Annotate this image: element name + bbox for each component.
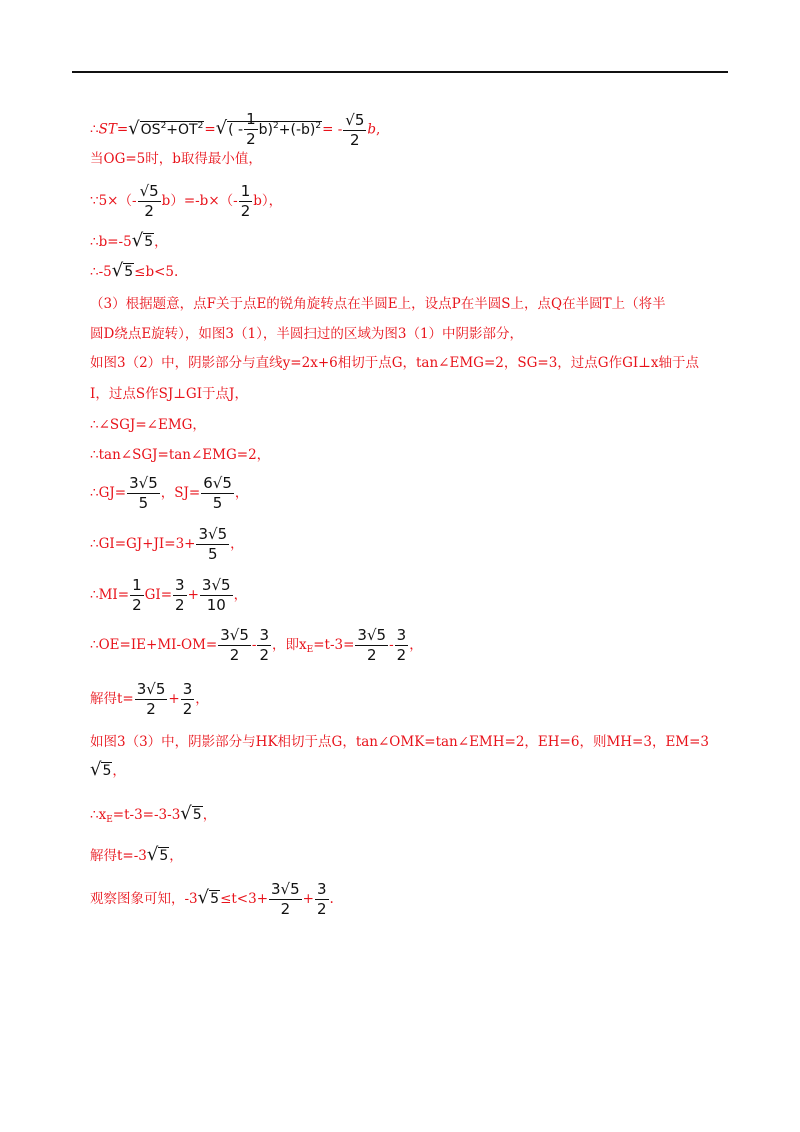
denominator: 2 [396,646,407,664]
solution-line: ∴∠SGJ=∠EMG， [90,417,206,433]
fraction [135,682,168,717]
solution-line [90,578,247,613]
text: ， [409,637,423,653]
denominator: 2 [350,130,360,149]
exp: 2 [273,120,279,131]
fraction [130,578,144,613]
numerator: 3 [259,626,270,644]
solution-line [90,846,183,865]
radicand: 5 [192,807,202,823]
solution-line [90,184,282,219]
solution-line: 如图3（3）中，阴影部分与HK相切于点G，tan∠OMK=tan∠EMH=2，EH=6，则MH=3，EM=3 [90,734,710,750]
fraction [218,628,251,663]
denominator: 2 [144,202,154,220]
equals-minus: = - [322,121,343,138]
solution-line [90,232,168,251]
text: ， [233,587,248,603]
numerator: 1 [240,182,251,200]
text: ≤b<5. [134,264,179,280]
numerator: 3 [175,576,185,594]
numerator: 3√5 [220,626,249,644]
denominator: 5 [212,494,223,512]
numerator: 3 [316,880,327,898]
subscript: E [306,645,314,655]
text: b）=-b×（- [161,193,238,209]
solution-line: ∴tan∠SGJ=tan∠EMG=2， [90,447,271,463]
denominator: 2 [240,202,251,220]
fraction [315,882,329,917]
denominator: 2 [229,646,240,664]
text: ， [154,234,168,250]
fraction [395,628,409,663]
solution-line [90,527,244,562]
text: b）， [253,193,283,209]
denominator: 2 [366,646,377,664]
var-os: OS [140,121,161,138]
denominator: 5 [208,545,218,563]
solution-line [90,262,178,281]
fraction [355,628,388,663]
solution-line [90,761,126,780]
var-b: b [258,121,268,138]
solution-line [90,628,423,663]
exp: 2 [315,120,322,131]
numerator: 1 [132,576,142,594]
numerator: 1 [246,110,256,128]
radical-b: √( - $\frac{1}{2}$ $b)^2+(-b)^2$ [215,110,322,148]
text: 解得t=-3 [90,848,147,864]
text: =t-3= [313,637,355,653]
neg-b: (-b) [290,121,316,138]
equals: = [204,121,216,138]
text: ∴MI= [90,587,130,603]
numerator: 3√5 [129,474,158,492]
text: . [329,891,334,907]
solution-line-st [90,112,380,148]
fraction [173,578,187,613]
radical: √5 [180,803,202,824]
denominator: 2 [316,900,327,918]
text: ∴GI=GJ+JI=3+ [90,536,196,552]
numerator: 3√5 [136,680,166,698]
text: ∴-5 [90,264,112,280]
numerator: √5 [345,110,365,129]
text: ∴GJ= [90,485,127,501]
solution-line: （3）根据题意，点F关于点E的锐角旋转点在半圆E上，设点P在半圆S上，点Q在半圆T上（将半 [90,296,666,312]
fraction [200,578,233,613]
text: GI= [144,587,173,603]
header-rule [72,71,728,73]
text: ， [195,691,209,707]
equals: = [116,121,129,138]
fraction [138,184,161,219]
numerator: 3 [396,626,407,644]
fraction [181,682,195,717]
plus: + [302,891,314,907]
fraction [239,184,253,219]
numerator: 3√5 [357,626,387,644]
fraction-root5-over-2 [343,110,366,149]
denominator: 2 [280,900,291,918]
exp: 2 [160,120,167,131]
radical: √5 [111,260,134,281]
denominator: 2 [175,596,185,614]
radicand: 5 [102,763,112,779]
radicand: 5 [210,891,220,907]
text: 解得t= [90,691,134,707]
text: ， [234,485,249,501]
fraction [257,628,271,663]
minus: - [251,637,257,653]
fraction [201,476,234,511]
numerator: 6√5 [203,474,232,492]
exp: 2 [197,120,204,131]
radicand: 5 [159,848,169,864]
numerator: 3 [182,680,193,698]
radical: √5 [131,230,154,251]
plus: + [187,587,199,603]
numerator: 3√5 [271,880,300,898]
solution-line [90,476,248,511]
text: ∴OE=IE+MI-OM= [90,637,218,653]
fraction [127,476,160,511]
radical: √5 [90,759,112,780]
denominator: 5 [138,494,149,512]
radicand: 5 [124,264,134,280]
numerator: 3√5 [201,576,231,594]
solution-line [90,682,209,717]
fraction [269,882,302,917]
solution-line: 圆D绕点E旋转），如图3（1），半圆扫过的区域为图3（1）中阴影部分， [90,326,524,342]
solution-line [90,805,216,829]
radical: √5 [197,887,220,908]
text: ，SJ= [160,485,201,501]
minus: - [389,637,394,653]
comma: , [376,121,381,138]
therefore-symbol: ∴ [90,121,99,138]
numerator: √5 [139,182,159,200]
text: =t-3=-3-3 [112,807,181,823]
denominator: 2 [246,130,256,148]
text: ， [112,763,126,779]
var-ot: OT [178,121,198,138]
text: ， [202,807,217,823]
fraction-half [244,112,258,147]
text: ， [169,848,183,864]
denominator: 2 [132,596,142,614]
text: ， [230,536,244,552]
denominator: 2 [146,700,156,718]
fraction [196,527,229,562]
subscript: E [106,815,113,825]
denominator: 10 [206,596,226,614]
plus: + [166,121,179,138]
solution-line: 如图3（2）中，阴影部分与直线y=2x+6相切于点G，tan∠EMG=2，SG=3，过点G作GI⊥x轴于点 [90,355,699,371]
radical-os-ot: $√OS^2+OT^2$ [128,117,204,139]
radical: √5 [146,844,169,865]
text: ∴x [90,807,107,823]
text: ≤t<3+ [220,891,269,907]
var-st: ST [98,121,117,138]
numerator: 3√5 [198,525,228,543]
plus: + [168,691,180,707]
denominator: 2 [182,700,193,718]
text: ∴b=-5 [90,234,132,250]
solution-line: 当OG=5时，b取得最小值， [90,151,262,167]
radicand: 5 [144,234,154,250]
solution-line [90,882,334,917]
text: ∵5×（- [90,193,137,209]
var-b: b [367,121,377,138]
denominator: 2 [259,646,270,664]
text: ，即x [272,637,307,653]
solution-line: I，过点S作SJ⊥GI于点J， [90,386,248,402]
text: 观察图象可知，-3 [90,891,198,907]
